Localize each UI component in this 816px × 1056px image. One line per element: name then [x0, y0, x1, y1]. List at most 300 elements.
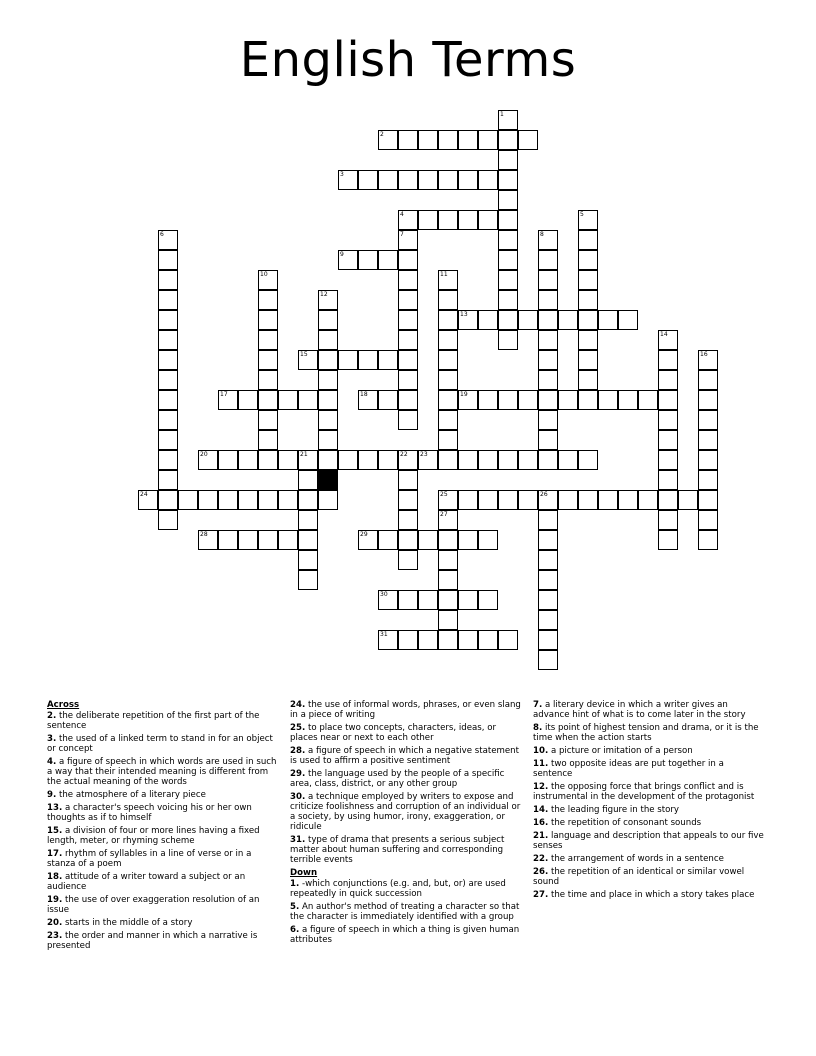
grid-cell[interactable]	[338, 450, 358, 470]
clue-across	[47, 872, 279, 892]
clue-text: starts in the middle of a story	[64, 918, 193, 928]
clue-number: 18	[360, 391, 368, 398]
grid-cell[interactable]	[398, 370, 418, 390]
grid-cell[interactable]	[538, 350, 558, 370]
grid-cell[interactable]	[458, 590, 478, 610]
clue-text: the atmosphere of a literary piece	[58, 790, 206, 800]
grid-cell[interactable]	[318, 450, 338, 470]
grid-cell[interactable]	[438, 570, 458, 590]
clue-number-label: 10.	[533, 746, 549, 756]
grid-cell[interactable]	[378, 630, 398, 650]
clue-across	[290, 700, 522, 720]
grid-cell[interactable]	[418, 170, 438, 190]
grid-cell[interactable]	[478, 530, 498, 550]
grid-cell[interactable]	[538, 290, 558, 310]
clue-number-label: 27.	[533, 890, 549, 900]
grid-cell[interactable]	[538, 630, 558, 650]
grid-cell[interactable]	[318, 290, 338, 310]
clue-number-label: 9.	[47, 790, 57, 800]
clue-across	[47, 918, 279, 928]
grid-cell[interactable]	[318, 410, 338, 430]
grid-cell[interactable]	[658, 490, 678, 510]
grid-cell[interactable]	[418, 630, 438, 650]
grid-cell[interactable]	[618, 490, 638, 510]
grid-cell[interactable]	[418, 130, 438, 150]
grid-cell[interactable]	[258, 530, 278, 550]
grid-cell[interactable]	[698, 470, 718, 490]
grid-cell[interactable]	[458, 450, 478, 470]
clue-text: the language used by the people of a specific area, class, district, or any other group	[290, 769, 505, 789]
grid-cell[interactable]	[378, 450, 398, 470]
grid-cell[interactable]	[338, 350, 358, 370]
clue-down	[533, 890, 765, 900]
grid-cell[interactable]	[318, 490, 338, 510]
grid-cell[interactable]	[698, 430, 718, 450]
grid-cell[interactable]	[578, 270, 598, 290]
grid-cell[interactable]	[698, 370, 718, 390]
grid-cell[interactable]	[538, 410, 558, 430]
clue-text: its point of highest tension and drama, or it is the time when the action starts	[533, 723, 759, 743]
grid-cell[interactable]	[318, 330, 338, 350]
grid-cell[interactable]	[358, 170, 378, 190]
clue-text: two opposite ideas are put together in a sentence	[533, 759, 724, 779]
grid-cell[interactable]	[338, 250, 358, 270]
grid-cell[interactable]	[578, 450, 598, 470]
grid-cell[interactable]	[458, 210, 478, 230]
grid-cell[interactable]	[378, 530, 398, 550]
grid-cell[interactable]	[378, 390, 398, 410]
clue-text: An author's method of treating a character so that the character is immediately identified with a group	[290, 902, 520, 922]
grid-cell[interactable]	[558, 490, 578, 510]
grid-cell[interactable]	[298, 510, 318, 530]
grid-cell[interactable]	[498, 390, 518, 410]
grid-cell[interactable]	[398, 490, 418, 510]
clue-text: the opposing force that brings conflict and is instrumental in the development of the protagonist	[533, 782, 755, 802]
grid-cell[interactable]	[258, 450, 278, 470]
grid-cell[interactable]	[438, 510, 458, 530]
grid-cell[interactable]	[438, 550, 458, 570]
grid-cell[interactable]	[598, 490, 618, 510]
clue-number: 14	[660, 331, 668, 338]
clue-text: a figure of speech in which a negative statement is used to affirm a positive sentiment	[290, 746, 519, 766]
grid-cell[interactable]	[518, 130, 538, 150]
grid-cell[interactable]	[518, 310, 538, 330]
grid-cell[interactable]	[398, 410, 418, 430]
grid-cell[interactable]	[418, 450, 438, 470]
grid-cell[interactable]	[658, 430, 678, 450]
grid-cell[interactable]	[158, 390, 178, 410]
grid-cell[interactable]	[578, 490, 598, 510]
clue-down	[533, 854, 765, 864]
grid-cell[interactable]	[658, 470, 678, 490]
grid-cell[interactable]	[558, 310, 578, 330]
grid-cell[interactable]	[398, 350, 418, 370]
clue-text: a figure of speech in which words are used in such a way that their intended meaning is different from the actual meaning of the words	[47, 757, 277, 787]
grid-cell[interactable]	[218, 450, 238, 470]
grid-cell[interactable]	[418, 590, 438, 610]
clue-across	[47, 895, 279, 915]
grid-cell[interactable]	[398, 630, 418, 650]
grid-cell[interactable]	[298, 450, 318, 470]
grid-cell[interactable]	[158, 310, 178, 330]
clue-number: 26	[540, 491, 548, 498]
clue-across	[290, 746, 522, 766]
grid-cell[interactable]	[398, 310, 418, 330]
grid-cell[interactable]	[578, 370, 598, 390]
grid-cell[interactable]	[158, 470, 178, 490]
clue-column-2	[290, 700, 522, 948]
clue-across	[290, 792, 522, 832]
clue-heading: Down	[290, 868, 318, 878]
grid-cell[interactable]	[538, 370, 558, 390]
clue-number-label: 30.	[290, 792, 306, 802]
grid-cell[interactable]	[578, 390, 598, 410]
grid-cell[interactable]	[478, 310, 498, 330]
grid-cell[interactable]	[638, 390, 658, 410]
grid-cell[interactable]	[498, 150, 518, 170]
grid-cell[interactable]	[558, 450, 578, 470]
clue-number: 28	[200, 531, 208, 538]
grid-cell[interactable]	[538, 510, 558, 530]
grid-cell[interactable]	[538, 590, 558, 610]
grid-cell[interactable]	[658, 370, 678, 390]
grid-cell[interactable]	[538, 570, 558, 590]
grid-cell[interactable]	[398, 510, 418, 530]
grid-cell[interactable]	[478, 170, 498, 190]
clue-heading: Across	[47, 700, 80, 710]
grid-cell[interactable]	[218, 390, 238, 410]
grid-cell[interactable]	[278, 490, 298, 510]
clue-number: 10	[260, 271, 268, 278]
grid-cell[interactable]	[538, 310, 558, 330]
grid-cell[interactable]	[158, 370, 178, 390]
grid-cell[interactable]	[398, 290, 418, 310]
clue-text: the use of informal words, phrases, or even slang in a piece of writing	[290, 700, 521, 720]
grid-cell[interactable]	[158, 410, 178, 430]
grid-cell[interactable]	[498, 310, 518, 330]
grid-cell[interactable]	[658, 530, 678, 550]
grid-cell[interactable]	[438, 290, 458, 310]
grid-cell[interactable]	[318, 390, 338, 410]
grid-cell[interactable]	[258, 290, 278, 310]
grid-cell[interactable]	[258, 410, 278, 430]
grid-cell[interactable]	[438, 630, 458, 650]
grid-cell[interactable]	[498, 170, 518, 190]
grid-cell[interactable]	[218, 490, 238, 510]
clue-number: 31	[380, 631, 388, 638]
grid-cell[interactable]	[478, 490, 498, 510]
grid-cell[interactable]	[418, 530, 438, 550]
clue-number: 8	[540, 231, 544, 238]
grid-cell[interactable]	[498, 250, 518, 270]
grid-cell[interactable]	[598, 390, 618, 410]
grid-cell[interactable]	[458, 170, 478, 190]
grid-cell[interactable]	[438, 370, 458, 390]
grid-cell[interactable]	[378, 130, 398, 150]
grid-cell[interactable]	[578, 250, 598, 270]
clue-down	[533, 831, 765, 851]
grid-cell[interactable]	[158, 490, 178, 510]
grid-cell[interactable]	[498, 130, 518, 150]
clue-text: type of drama that presents a serious subject matter about human suffering and corresponding terrible events	[290, 835, 505, 865]
clue-number: 12	[320, 291, 328, 298]
grid-cell[interactable]	[438, 390, 458, 410]
grid-cell[interactable]	[258, 270, 278, 290]
grid-cell[interactable]	[338, 170, 358, 190]
grid-cell[interactable]	[438, 330, 458, 350]
grid-cell[interactable]	[438, 430, 458, 450]
grid-cell[interactable]	[578, 290, 598, 310]
grid-cell[interactable]	[578, 330, 598, 350]
grid-cell[interactable]	[298, 550, 318, 570]
grid-cell[interactable]	[298, 350, 318, 370]
clue-across	[47, 931, 279, 951]
grid-cell[interactable]	[498, 330, 518, 350]
grid-cell[interactable]	[398, 330, 418, 350]
grid-cell[interactable]	[498, 290, 518, 310]
grid-cell[interactable]	[398, 550, 418, 570]
grid-cell[interactable]	[398, 270, 418, 290]
grid-cell[interactable]	[198, 530, 218, 550]
grid-cell[interactable]	[398, 170, 418, 190]
grid-cell[interactable]	[498, 230, 518, 250]
grid-cell[interactable]	[438, 490, 458, 510]
grid-cell[interactable]	[598, 310, 618, 330]
grid-cell[interactable]	[258, 370, 278, 390]
grid-cell[interactable]	[438, 130, 458, 150]
grid-cell[interactable]	[398, 590, 418, 610]
clue-text: a technique employed by writers to expose and criticize foolishness and corruption of an individual or a society, by using humor, irony, exaggeration, or ridicule	[290, 792, 521, 832]
clue-down	[533, 818, 765, 828]
grid-cell[interactable]	[658, 450, 678, 470]
grid-cell[interactable]	[658, 410, 678, 430]
grid-cell[interactable]	[458, 630, 478, 650]
grid-cell[interactable]	[458, 530, 478, 550]
grid-cell[interactable]	[438, 610, 458, 630]
grid-cell[interactable]	[258, 310, 278, 330]
clue-text: a literary device in which a writer gives an advance hint of what is to come later in the story	[533, 700, 746, 720]
grid-cell[interactable]	[318, 370, 338, 390]
grid-cell[interactable]	[698, 530, 718, 550]
grid-cell[interactable]	[698, 450, 718, 470]
grid-cell[interactable]	[538, 550, 558, 570]
grid-cell[interactable]	[478, 450, 498, 470]
clue-down	[533, 723, 765, 743]
grid-cell[interactable]	[218, 530, 238, 550]
grid-cell[interactable]	[458, 490, 478, 510]
grid-cell[interactable]	[258, 390, 278, 410]
clue-text: a picture or imitation of a person	[550, 746, 693, 756]
grid-cell[interactable]	[458, 130, 478, 150]
clue-number-label: 11.	[533, 759, 549, 769]
clue-number-label: 20.	[47, 918, 63, 928]
clue-text: the arrangement of words in a sentence	[550, 854, 724, 864]
grid-cell[interactable]	[278, 530, 298, 550]
grid-cell[interactable]	[618, 310, 638, 330]
grid-cell[interactable]	[618, 390, 638, 410]
grid-cell[interactable]	[398, 530, 418, 550]
grid-cell[interactable]	[538, 490, 558, 510]
grid-cell[interactable]	[498, 450, 518, 470]
grid-cell[interactable]	[378, 250, 398, 270]
grid-cell[interactable]	[398, 210, 418, 230]
clue-number: 30	[380, 591, 388, 598]
clue-down	[533, 700, 765, 720]
grid-cell[interactable]	[698, 490, 718, 510]
grid-cell[interactable]	[438, 170, 458, 190]
grid-cell[interactable]	[578, 310, 598, 330]
grid-cell[interactable]	[298, 490, 318, 510]
grid-cell[interactable]	[378, 590, 398, 610]
grid-cell[interactable]	[398, 470, 418, 490]
grid-cell[interactable]	[298, 570, 318, 590]
grid-cell[interactable]	[398, 390, 418, 410]
grid-cell[interactable]	[398, 450, 418, 470]
grid-cell[interactable]	[498, 110, 518, 130]
grid-cell[interactable]	[298, 470, 318, 490]
grid-cell[interactable]	[498, 210, 518, 230]
grid-cell[interactable]	[538, 430, 558, 450]
grid-cell[interactable]	[578, 230, 598, 250]
clue-number: 1	[500, 111, 504, 118]
grid-cell[interactable]	[158, 330, 178, 350]
clue-text: the deliberate repetition of the first part of the sentence	[47, 711, 260, 731]
clue-number-label: 5.	[290, 902, 300, 912]
grid-cell[interactable]	[438, 450, 458, 470]
grid-cell[interactable]	[438, 210, 458, 230]
grid-cell[interactable]	[538, 250, 558, 270]
grid-cell[interactable]	[158, 350, 178, 370]
grid-cell[interactable]	[498, 270, 518, 290]
clue-number: 7	[400, 231, 404, 238]
grid-cell[interactable]	[258, 430, 278, 450]
grid-cell[interactable]	[398, 130, 418, 150]
grid-cell[interactable]	[478, 590, 498, 610]
clue-number-label: 17.	[47, 849, 63, 859]
grid-cell[interactable]	[698, 390, 718, 410]
grid-cell[interactable]	[538, 330, 558, 350]
clue-number: 4	[400, 211, 404, 218]
grid-cell[interactable]	[438, 310, 458, 330]
grid-cell[interactable]	[578, 210, 598, 230]
grid-cell[interactable]	[398, 250, 418, 270]
grid-cell[interactable]	[158, 250, 178, 270]
grid-cell[interactable]	[538, 270, 558, 290]
grid-cell[interactable]	[238, 450, 258, 470]
grid-cell[interactable]	[698, 510, 718, 530]
grid-cell[interactable]	[358, 250, 378, 270]
clue-number-label: 29.	[290, 769, 306, 779]
grid-cell[interactable]	[318, 430, 338, 450]
grid-cell[interactable]	[658, 390, 678, 410]
grid-cell[interactable]	[438, 410, 458, 430]
grid-cell[interactable]	[478, 130, 498, 150]
page-title: English Terms	[239, 32, 577, 88]
grid-cell[interactable]	[318, 310, 338, 330]
grid-cell[interactable]	[438, 530, 458, 550]
grid-cell[interactable]	[478, 210, 498, 230]
grid-cell[interactable]	[358, 530, 378, 550]
grid-cell[interactable]	[358, 350, 378, 370]
grid-cell[interactable]	[278, 450, 298, 470]
grid-cell[interactable]	[658, 350, 678, 370]
grid-cell[interactable]	[158, 230, 178, 250]
grid-cell[interactable]	[378, 170, 398, 190]
clue-across	[290, 769, 522, 789]
grid-cell[interactable]	[558, 390, 578, 410]
grid-cell[interactable]	[418, 210, 438, 230]
grid-cell[interactable]	[478, 630, 498, 650]
grid-cell[interactable]	[318, 350, 338, 370]
grid-cell[interactable]	[458, 310, 478, 330]
grid-cell[interactable]	[258, 350, 278, 370]
grid-cell[interactable]	[678, 490, 698, 510]
grid-cell[interactable]	[298, 530, 318, 550]
clue-across	[290, 835, 522, 865]
grid-cell[interactable]	[518, 490, 538, 510]
grid-cell[interactable]	[438, 350, 458, 370]
grid-cell[interactable]	[178, 490, 198, 510]
grid-cell[interactable]	[278, 390, 298, 410]
grid-cell[interactable]	[358, 390, 378, 410]
grid-cell[interactable]	[498, 490, 518, 510]
grid-cell[interactable]	[138, 490, 158, 510]
clue-number-label: 18.	[47, 872, 63, 882]
grid-cell[interactable]	[198, 490, 218, 510]
grid-cell[interactable]	[438, 590, 458, 610]
grid-cell[interactable]	[538, 230, 558, 250]
grid-cell[interactable]	[238, 390, 258, 410]
grid-cell[interactable]	[538, 650, 558, 670]
grid-cell[interactable]	[538, 450, 558, 470]
grid-cell[interactable]	[378, 350, 398, 370]
grid-cell[interactable]	[158, 290, 178, 310]
grid-cell[interactable]	[398, 230, 418, 250]
grid-cell[interactable]	[518, 450, 538, 470]
grid-cell[interactable]	[538, 610, 558, 630]
grid-cell[interactable]	[518, 390, 538, 410]
grid-cell[interactable]	[358, 450, 378, 470]
grid-cell[interactable]	[578, 350, 598, 370]
grid-cell[interactable]	[258, 330, 278, 350]
grid-cell[interactable]	[498, 190, 518, 210]
grid-cell[interactable]	[238, 490, 258, 510]
grid-cell[interactable]	[298, 390, 318, 410]
clue-text: a figure of speech in which a thing is given human attributes	[290, 925, 520, 945]
grid-cell[interactable]	[658, 330, 678, 350]
grid-cell[interactable]	[198, 450, 218, 470]
grid-cell[interactable]	[158, 510, 178, 530]
grid-cell[interactable]	[658, 510, 678, 530]
grid-cell[interactable]	[158, 450, 178, 470]
grid-cell[interactable]	[498, 630, 518, 650]
grid-cell[interactable]	[458, 390, 478, 410]
grid-cell[interactable]	[538, 530, 558, 550]
grid-cell[interactable]	[478, 390, 498, 410]
grid-cell[interactable]	[698, 410, 718, 430]
grid-cell[interactable]	[158, 270, 178, 290]
clue-across	[47, 711, 279, 731]
grid-cell[interactable]	[438, 270, 458, 290]
grid-cell[interactable]	[698, 350, 718, 370]
clue-number-label: 25.	[290, 723, 306, 733]
grid-cell[interactable]	[158, 430, 178, 450]
grid-cell[interactable]	[538, 390, 558, 410]
grid-cell[interactable]	[258, 490, 278, 510]
grid-cell[interactable]	[238, 530, 258, 550]
clue-text: the use of over exaggeration resolution of an issue	[47, 895, 260, 915]
grid-cell[interactable]	[638, 490, 658, 510]
